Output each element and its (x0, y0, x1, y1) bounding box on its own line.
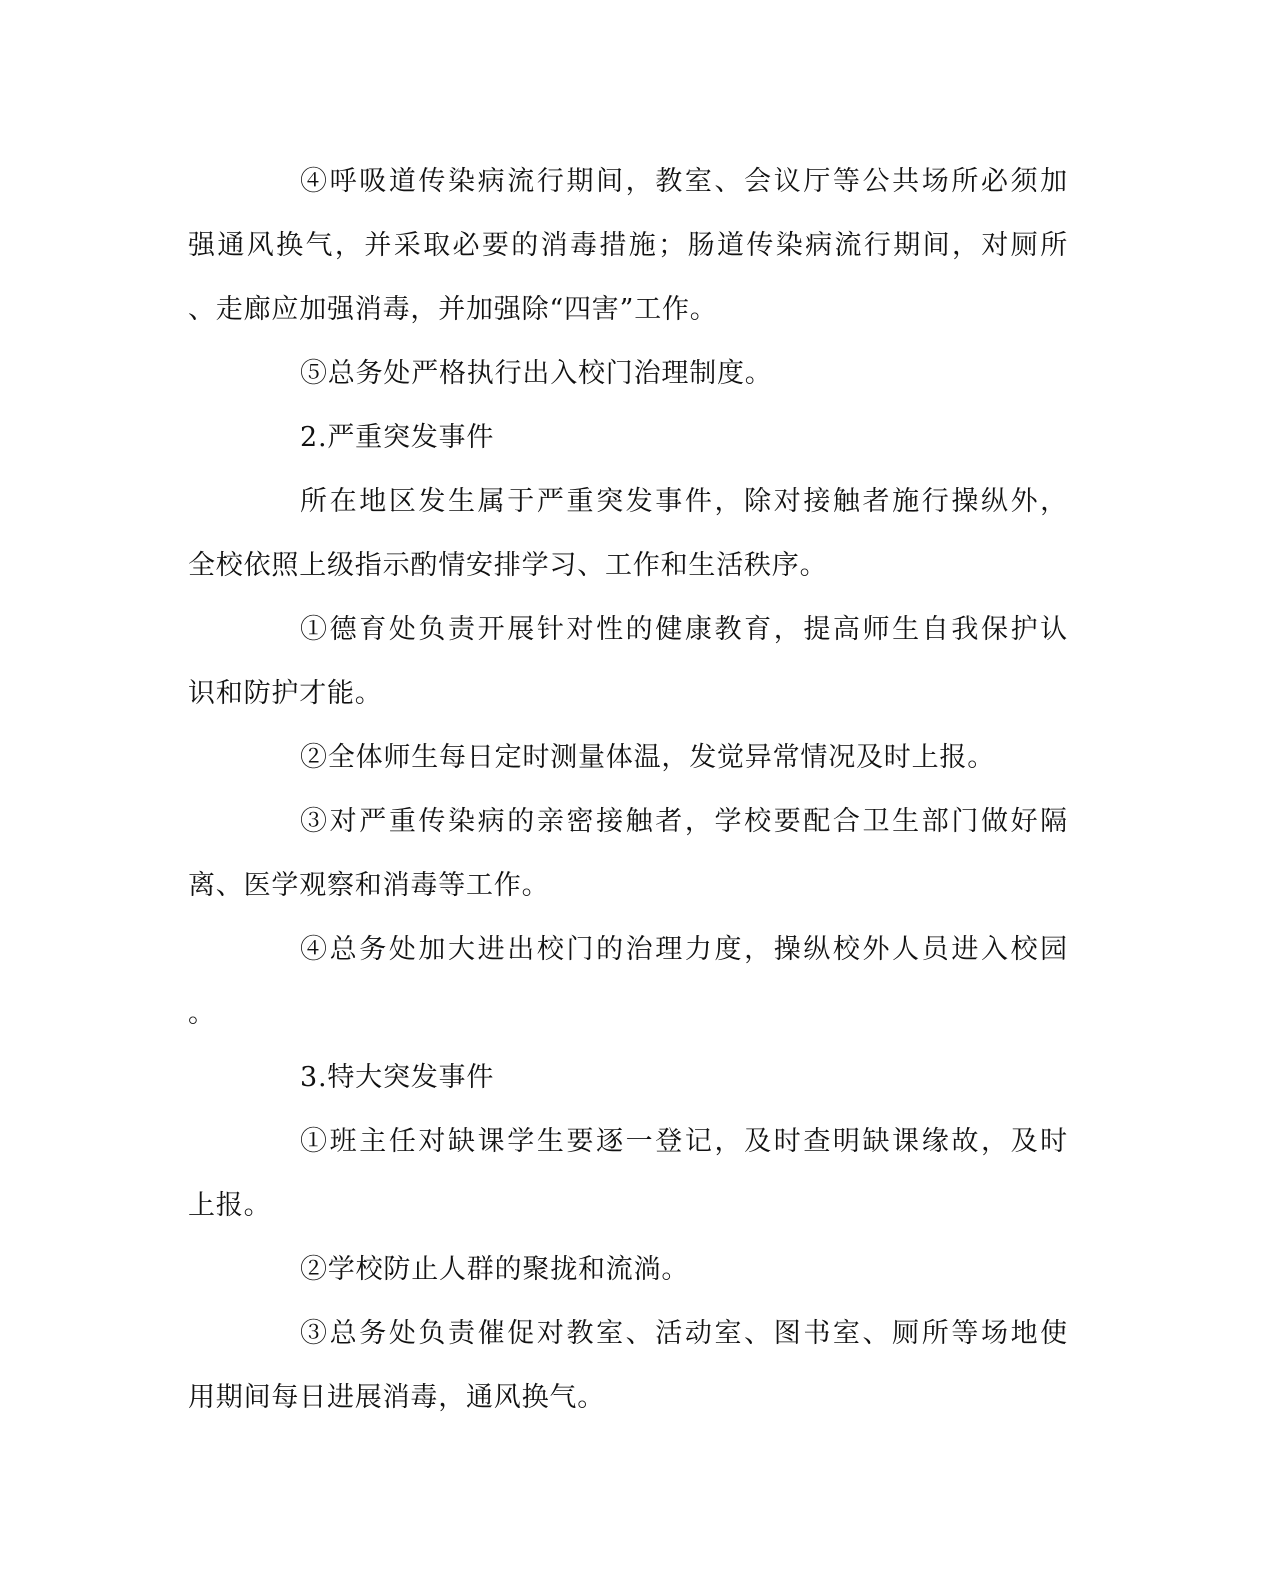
text-line: 识和防护才能。 (188, 678, 383, 709)
text-line: ④呼吸道传染病流行期间，教室、会议厅等公共场所必须加 (300, 166, 1068, 197)
text-line: ③对严重传染病的亲密接触者，学校要配合卫生部门做好隔 (300, 806, 1068, 837)
section-heading: 3.特大突发事件 (300, 1062, 495, 1093)
text-line: 上报。 (188, 1190, 272, 1221)
text-line: 用期间每日进展消毒，通风换气。 (188, 1382, 605, 1413)
text-line: 强通风换气，并采取必要的消毒措施；肠道传染病流行期间，对厕所 (188, 230, 1068, 261)
text-line: 。 (188, 998, 216, 1029)
text-line: 所在地区发生属于严重突发事件，除对接触者施行操纵外， (300, 486, 1068, 517)
text-line: ④总务处加大进出校门的治理力度，操纵校外人员进入校园 (300, 934, 1068, 965)
text-line: 全校依照上级指示酌情安排学习、工作和生活秩序。 (188, 550, 828, 581)
text-line: ③总务处负责催促对教室、活动室、图书室、厕所等场地使 (300, 1318, 1068, 1349)
text-line: ①班主任对缺课学生要逐一登记，及时查明缺课缘故，及时 (300, 1126, 1068, 1157)
text-line: ②全体师生每日定时测量体温，发觉异常情况及时上报。 (300, 742, 995, 773)
text-line: ②学校防止人群的聚拢和流淌。 (300, 1254, 690, 1285)
text-line: ⑤总务处严格执行出入校门治理制度。 (300, 358, 773, 389)
text-line: ①德育处负责开展针对性的健康教育，提高师生自我保护认 (300, 614, 1068, 645)
text-line: 离、医学观察和消毒等工作。 (188, 870, 550, 901)
text-line: 、走廊应加强消毒，并加强除“四害”工作。 (188, 294, 718, 325)
section-heading: 2.严重突发事件 (300, 422, 495, 453)
